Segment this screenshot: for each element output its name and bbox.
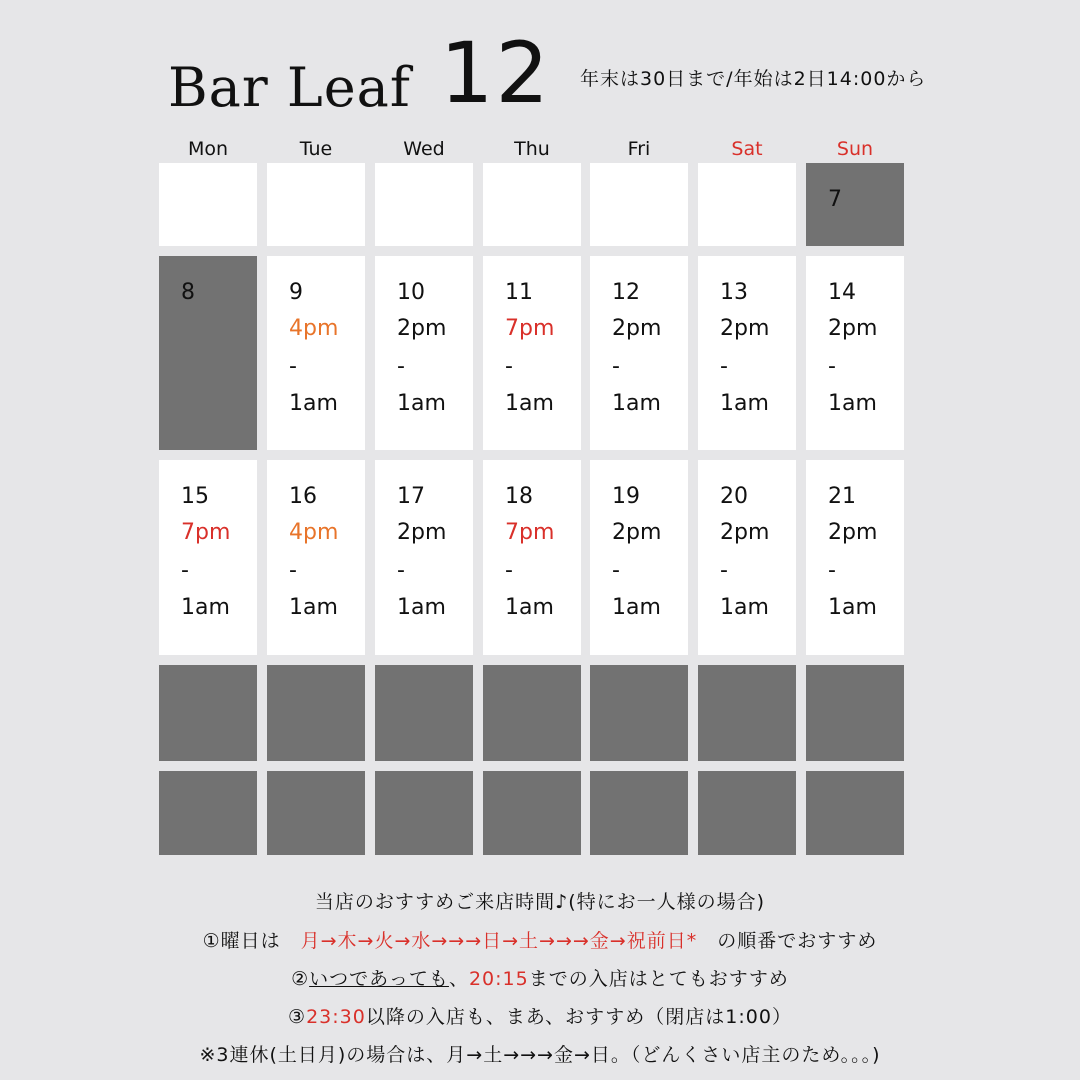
footer-weekday-order xyxy=(0,928,1080,954)
day-number: 14 xyxy=(828,280,856,305)
footer-late-suffix: 以降の入店も、まあ、おすすめ（閉店は1:00） xyxy=(365,1006,792,1028)
opening-time: 7pm xyxy=(505,316,555,341)
time-separator: - xyxy=(828,354,836,379)
footer-weekday-prefix: ①曜日は xyxy=(202,930,301,952)
time-separator: - xyxy=(612,354,620,379)
day-number: 7 xyxy=(828,187,842,212)
calendar-day-cell xyxy=(267,460,365,655)
time-separator: - xyxy=(289,354,297,379)
calendar-day-cell xyxy=(590,665,688,761)
calendar-day-cell xyxy=(590,771,688,855)
month-number: 12 xyxy=(440,24,551,122)
calendar-day-cell xyxy=(159,460,257,655)
calendar-day-cell xyxy=(483,163,581,246)
calendar-day-cell xyxy=(698,460,796,655)
calendar-day-cell xyxy=(806,256,904,450)
time-separator: - xyxy=(720,354,728,379)
time-separator: - xyxy=(720,558,728,583)
time-separator: - xyxy=(397,558,405,583)
footer-weekday-suffix: の順番でおすすめ xyxy=(697,930,878,952)
footer-long-weekend-note: ※3連休(土日月)の場合は、月→土→→→金→日。（どんくさい店主のため。。。) xyxy=(199,1044,881,1066)
footer-weekday-sequence: 月→木→火→水→→→日→土→→→金→祝前日* xyxy=(300,930,698,952)
calendar-day-cell xyxy=(698,665,796,761)
day-number: 15 xyxy=(181,484,209,509)
opening-time: 7pm xyxy=(505,520,555,545)
holiday-notice: 年末は30日まで/年始は2日14:00から xyxy=(580,68,927,90)
calendar-day-cell xyxy=(375,256,473,450)
opening-time: 2pm xyxy=(720,316,770,341)
calendar-day-cell xyxy=(806,771,904,855)
day-number: 21 xyxy=(828,484,856,509)
time-separator: - xyxy=(505,354,513,379)
bar-name: Bar Leaf xyxy=(168,56,411,119)
day-number: 12 xyxy=(612,280,640,305)
opening-time: 4pm xyxy=(289,316,339,341)
day-number: 9 xyxy=(289,280,303,305)
day-number: 13 xyxy=(720,280,748,305)
calendar-day-cell xyxy=(483,256,581,450)
weekday-label-sun: Sun xyxy=(836,138,874,160)
calendar-day-cell xyxy=(267,771,365,855)
calendar-day-cell xyxy=(375,665,473,761)
calendar-day-cell xyxy=(698,771,796,855)
footer-late-prefix: ③ xyxy=(288,1006,307,1028)
time-separator: - xyxy=(828,558,836,583)
day-number: 10 xyxy=(397,280,425,305)
opening-time: 2pm xyxy=(612,520,662,545)
closing-time: 1am xyxy=(612,595,661,620)
footer-early-prefix: ② xyxy=(291,968,310,990)
calendar-day-cell xyxy=(698,256,796,450)
opening-time: 2pm xyxy=(397,316,447,341)
calendar-day-cell xyxy=(483,665,581,761)
closing-time: 1am xyxy=(397,391,446,416)
footer-late-entry xyxy=(0,1004,1080,1030)
opening-time: 2pm xyxy=(828,316,878,341)
calendar-day-cell xyxy=(267,163,365,246)
time-separator: - xyxy=(612,558,620,583)
time-separator: - xyxy=(505,558,513,583)
calendar-day-cell xyxy=(483,771,581,855)
closing-time: 1am xyxy=(505,391,554,416)
opening-time: 2pm xyxy=(612,316,662,341)
closing-time: 1am xyxy=(289,595,338,620)
closing-time: 1am xyxy=(505,595,554,620)
opening-time: 2pm xyxy=(397,520,447,545)
weekday-label-tue: Tue xyxy=(299,138,333,160)
calendar-day-cell xyxy=(375,163,473,246)
footer-early-underlined: いつであっても xyxy=(309,968,449,990)
calendar-day-cell xyxy=(375,460,473,655)
closing-time: 1am xyxy=(181,595,230,620)
calendar-day-cell xyxy=(590,163,688,246)
footer-early-suffix: までの入店はとてもおすすめ xyxy=(528,968,789,990)
calendar-day-cell xyxy=(483,460,581,655)
day-number: 20 xyxy=(720,484,748,509)
calendar-day-cell xyxy=(375,771,473,855)
opening-time: 2pm xyxy=(828,520,878,545)
closing-time: 1am xyxy=(720,595,769,620)
weekday-label-wed: Wed xyxy=(403,138,445,160)
calendar-day-cell xyxy=(267,256,365,450)
weekday-label-fri: Fri xyxy=(627,138,651,160)
calendar-day-cell xyxy=(159,163,257,246)
day-number: 17 xyxy=(397,484,425,509)
weekday-label-mon: Mon xyxy=(187,138,229,160)
footer-early-time: 20:15 xyxy=(468,968,529,990)
calendar-day-cell xyxy=(806,460,904,655)
day-number: 11 xyxy=(505,280,533,305)
closing-time: 1am xyxy=(397,595,446,620)
calendar-day-cell xyxy=(806,665,904,761)
opening-time: 4pm xyxy=(289,520,339,545)
closing-time: 1am xyxy=(289,391,338,416)
calendar-day-cell xyxy=(590,460,688,655)
closing-time: 1am xyxy=(720,391,769,416)
calendar-day-cell xyxy=(159,256,257,450)
calendar-day-cell xyxy=(159,771,257,855)
calendar-day-cell xyxy=(590,256,688,450)
closing-time: 1am xyxy=(828,391,877,416)
footer-late-time: 23:30 xyxy=(306,1006,366,1028)
footer-recommend-title: 当店のおすすめご来店時間♪(特にお一人様の場合) xyxy=(314,891,766,913)
time-separator: - xyxy=(397,354,405,379)
calendar-day-cell xyxy=(806,163,904,246)
footer-early-comma: 、 xyxy=(448,968,469,990)
weekday-label-sat: Sat xyxy=(731,138,763,160)
day-number: 18 xyxy=(505,484,533,509)
time-separator: - xyxy=(289,558,297,583)
closing-time: 1am xyxy=(612,391,661,416)
calendar-day-cell xyxy=(267,665,365,761)
opening-time: 2pm xyxy=(720,520,770,545)
footer-early-entry xyxy=(0,966,1080,992)
opening-time: 7pm xyxy=(181,520,231,545)
calendar-day-cell xyxy=(159,665,257,761)
day-number: 16 xyxy=(289,484,317,509)
day-number: 19 xyxy=(612,484,640,509)
calendar-day-cell xyxy=(698,163,796,246)
closing-time: 1am xyxy=(828,595,877,620)
time-separator: - xyxy=(181,558,189,583)
day-number: 8 xyxy=(181,280,195,305)
weekday-label-thu: Thu xyxy=(514,138,550,160)
